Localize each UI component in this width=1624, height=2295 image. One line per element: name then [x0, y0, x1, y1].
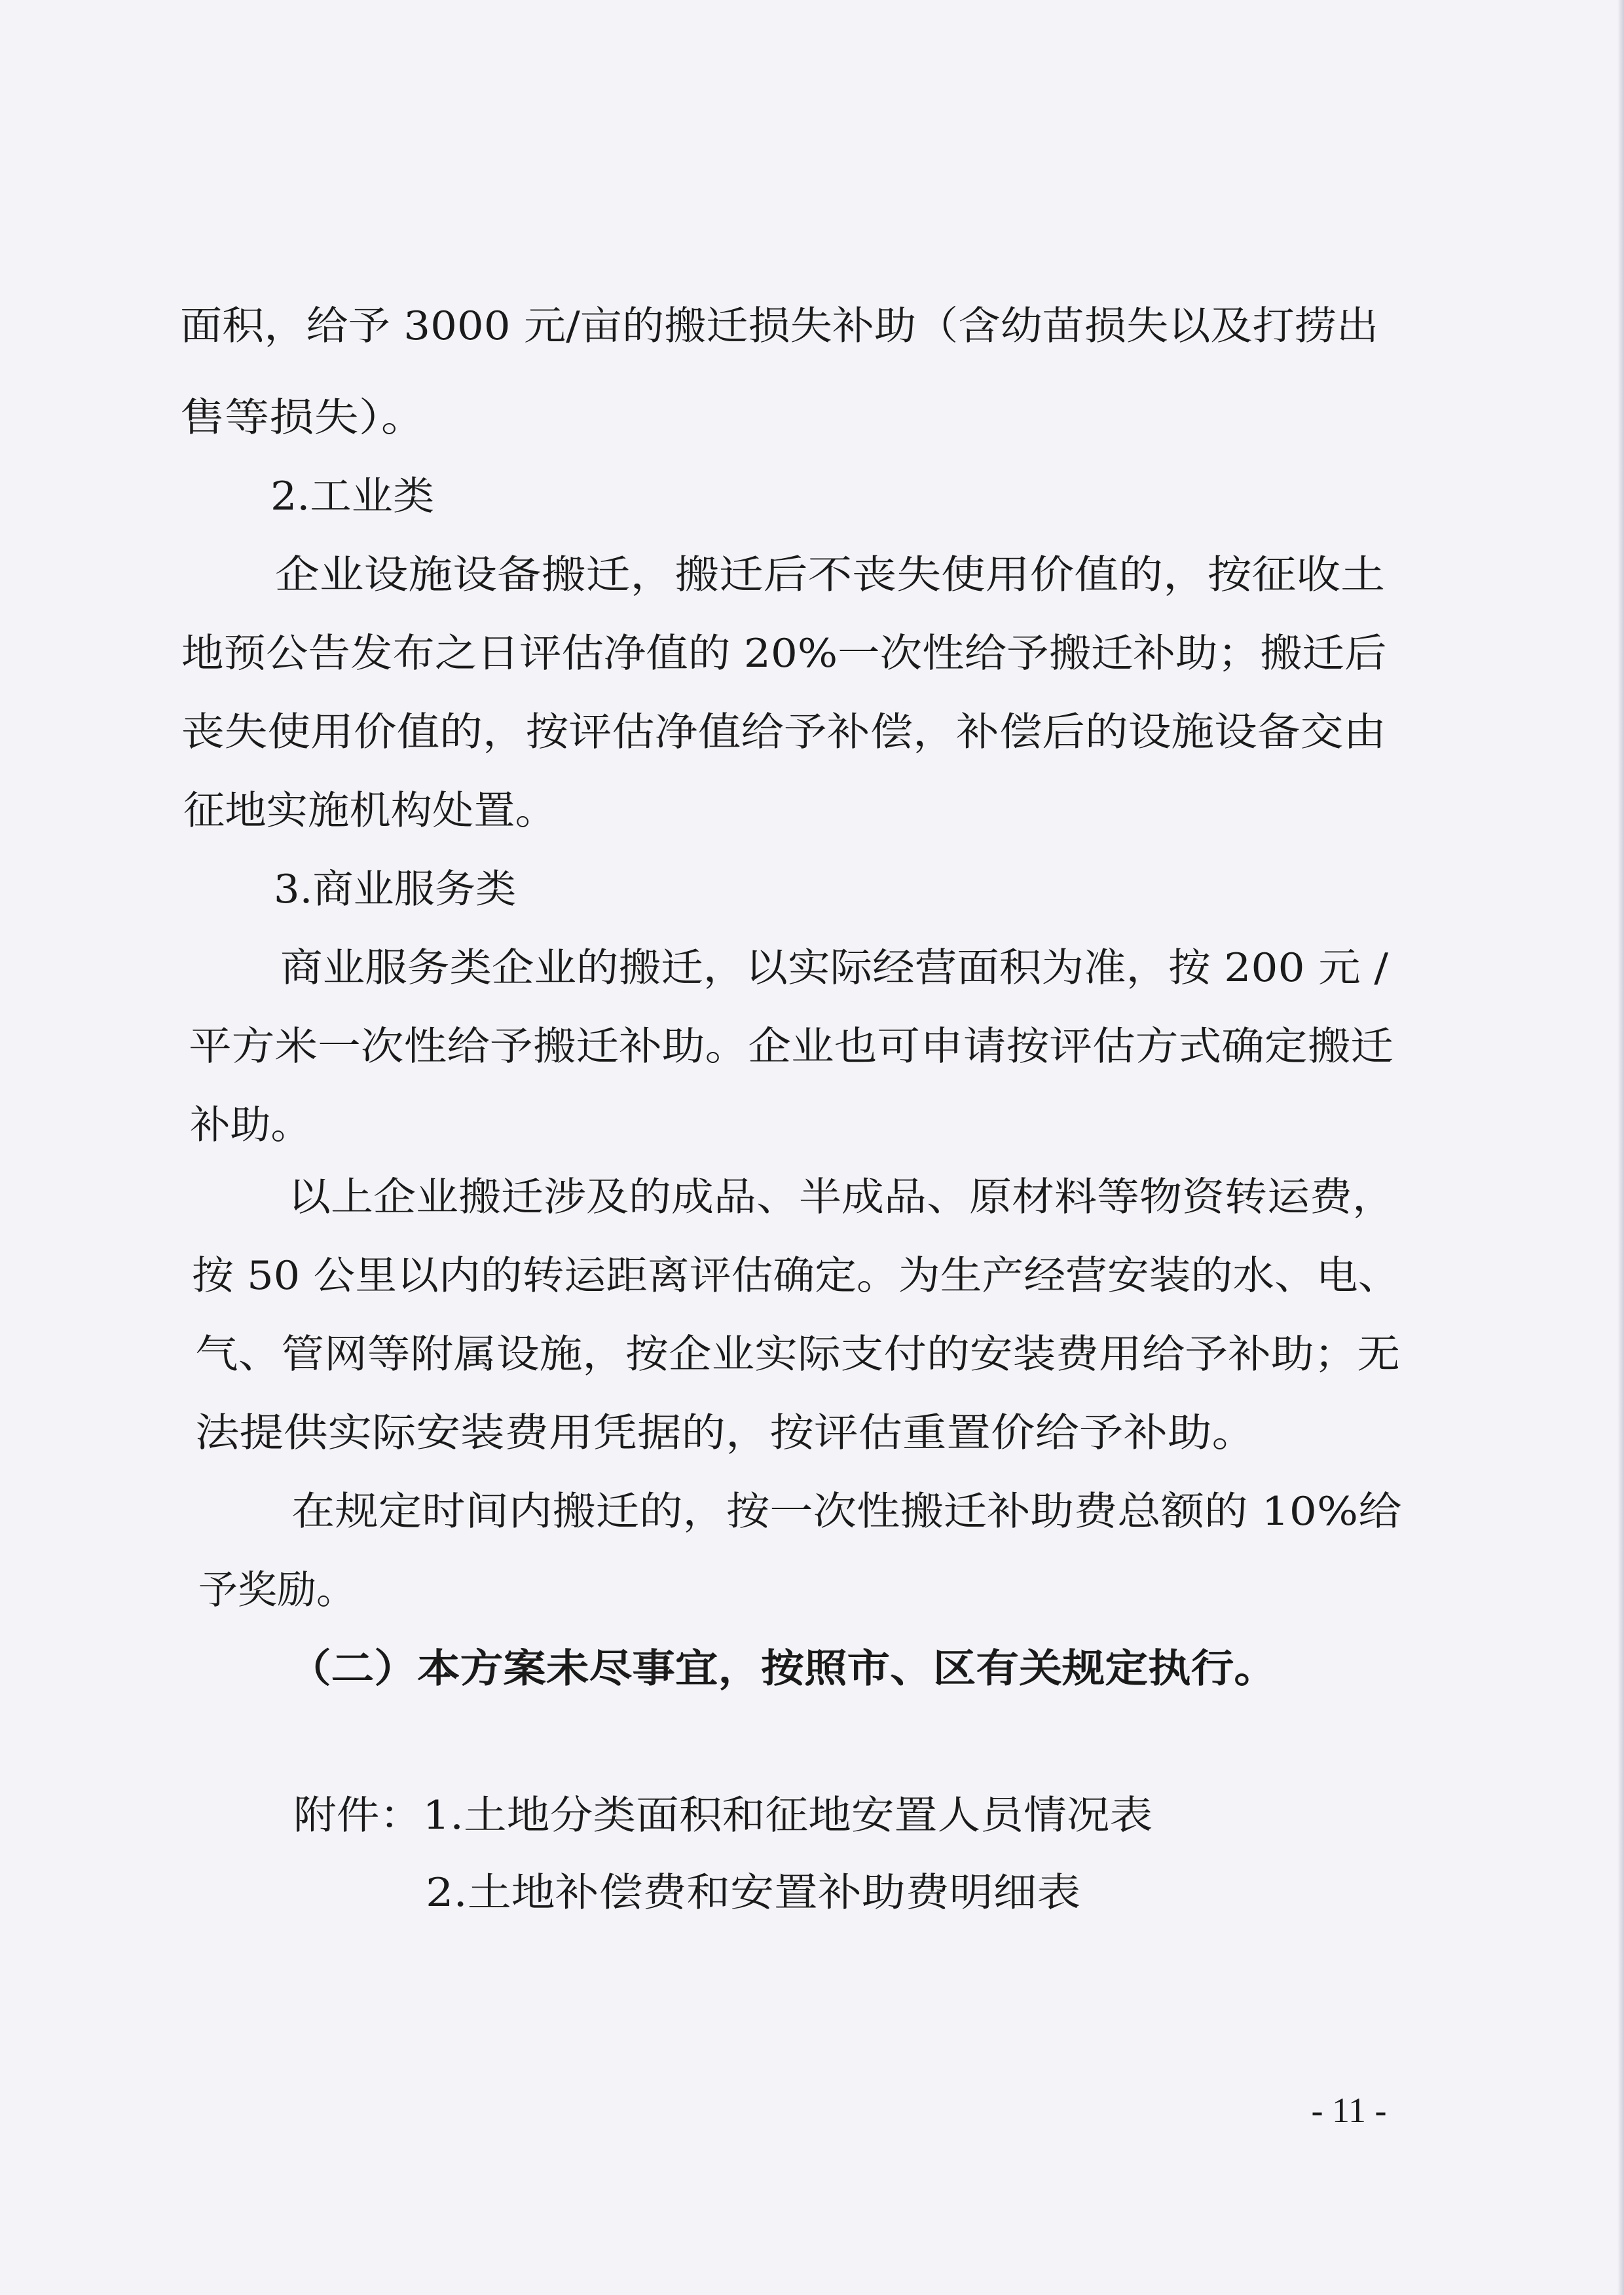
text-line: 法提供实际安装费用凭据的，按评估重置价给予补助。 [195, 1410, 1256, 1456]
scan-edge [1617, 0, 1624, 2295]
text-line: 补助。 [190, 1102, 311, 1148]
text-line: 商业服务类企业的搬迁，以实际经营面积为准，按 200 元 / [280, 945, 1388, 991]
text-line: 丧失使用价值的，按评估净值给予补偿，补偿后的设施设备交由 [181, 709, 1386, 755]
text-line: 2.工业类 [270, 474, 435, 519]
text-line: 售等损失）。 [180, 395, 426, 441]
text-line: 平方米一次性给予搬迁补助。企业也可申请按评估方式确定搬迁 [189, 1024, 1393, 1070]
text-line: 气、管网等附属设施，按企业实际支付的安装费用给予补助；无 [195, 1332, 1400, 1377]
text-line: （二）本方案未尽事宜，按照市、区有关规定执行。 [288, 1646, 1277, 1692]
text-line: 企业设施设备搬迁，搬迁后不丧失使用价值的，按征收土 [275, 552, 1385, 598]
text-line: 地预公告发布之日评估净值的 20%一次性给予搬迁补助；搬迁后 [181, 631, 1387, 677]
text-line: 2.土地补偿费和安置补助费明细表 [426, 1870, 1081, 1916]
text-line: 3.商业服务类 [274, 867, 517, 912]
text-line: 面积，给予 3000 元/亩的搬迁损失补助（含幼苗损失以及打捞出 [180, 303, 1379, 349]
page-number: - 11 - [1311, 2091, 1387, 2130]
text-line: 在规定时间内搬迁的，按一次性搬迁补助费总额的 10%给 [291, 1489, 1402, 1535]
text-line: 以上企业搬迁涉及的成品、半成品、原材料等物资转运费， [288, 1174, 1395, 1220]
text-line: 征地实施机构处置。 [183, 788, 557, 834]
text-line: 予奖励。 [198, 1567, 356, 1613]
text-line: 附件：1.土地分类面积和征地安置人员情况表 [293, 1793, 1153, 1838]
text-line: 按 50 公里以内的转运距离评估确定。为生产经营安装的水、电、 [192, 1253, 1400, 1299]
